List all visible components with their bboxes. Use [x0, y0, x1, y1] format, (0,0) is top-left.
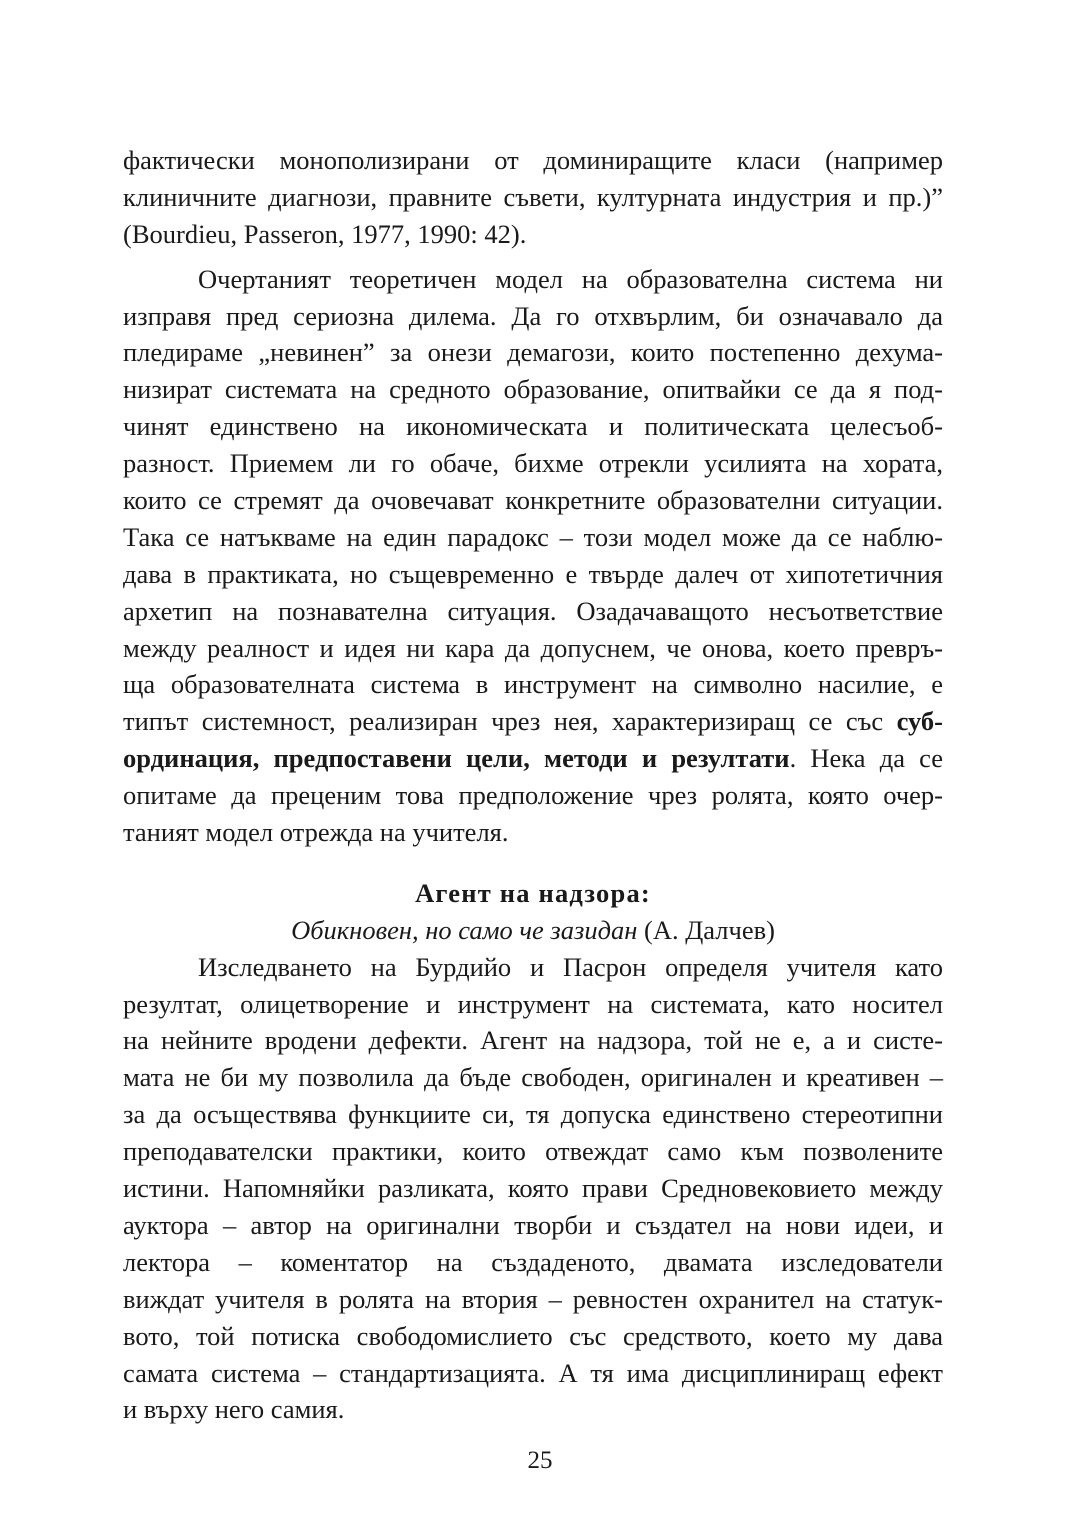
text-line: разност. Приемем ли го обаче, бихме отрекли усилията на хората,	[123, 448, 943, 479]
text-line: Така се натъкваме на един парадокс – този модел може да се наблю-	[123, 521, 943, 552]
text-bold: ординация, предпоставени цели, методи и резултати	[123, 743, 790, 774]
text-line: мата не би му позволила да бъде свободен, оригинален и креативен –	[123, 1062, 943, 1093]
text-line: Очертаният теоретичен модел на образователна система ни	[198, 263, 943, 294]
text-line: пледираме „невинен” за онези демагози, които постепенно дехума-	[123, 337, 943, 368]
text-line: Изследването на Бурдийо и Пасрон определя учителя като	[198, 951, 943, 982]
text-line: дава в практиката, но същевременно е твърде далеч от хипотетичния	[123, 558, 943, 589]
page-body	[123, 142, 943, 1428]
paragraph-continuation	[123, 142, 943, 253]
text-line: между реалност и идея ни кара да допуснем, че онова, което превръ-	[123, 632, 943, 663]
text-line: вото, той потиска свободомислието със средството, което му дава	[123, 1320, 943, 1351]
text-line	[123, 740, 943, 777]
text-line: на нейните вродени дефекти. Агент на надзора, той не е, а и систе-	[123, 1025, 943, 1056]
epigraph-quote: Обикновен, но само че зазидан	[291, 914, 638, 945]
text-line: преподавателски практики, които отвеждат само към позволените	[123, 1136, 943, 1167]
text-line: виждат учителя в ролята на втория – ревностен охранител на статук-	[123, 1283, 943, 1314]
text-line: клиничните диагнози, правните съвети, културната индустрия и пр.)”	[123, 181, 943, 212]
text-bold: суб-	[896, 706, 943, 737]
text-line: фактически монополизирани от доминиращите класи (например	[123, 145, 943, 175]
page-number: 25	[527, 1447, 553, 1474]
text-line: чинят единствено на икономическата и политическата целесъоб-	[123, 411, 943, 442]
text-line	[123, 703, 943, 740]
text-normal: типът системност, реализиран чрез нея, характеризиращ се със	[123, 706, 897, 737]
text-line: опитаме да преценим това предположение чрез ролята, която очер-	[123, 780, 943, 811]
text-line: таният модел отрежда на учителя.	[123, 817, 509, 848]
text-line: истини. Напомняйки разликата, която прави Средновековието между	[123, 1173, 943, 1204]
text-line: резултат, олицетворение и инструмент на системата, като носител	[123, 988, 943, 1019]
text-line: архетип на познавателна ситуация. Озадачаващото несъответствие	[123, 595, 943, 626]
text-line: ща образователната система в инструмент на символно насилие, е	[123, 669, 943, 700]
text-line: низират системата на средното образование, опитвайки се да я под-	[123, 374, 943, 405]
paragraph-dilemma	[123, 261, 943, 851]
section-heading: Агент на надзора:	[415, 877, 651, 908]
text-line: аукторa – автор на оригинални творби и създател на нови идеи, и	[123, 1209, 943, 1240]
paragraph-agent	[123, 949, 943, 1429]
section-epigraph	[123, 912, 943, 949]
text-line: самата система – стандартизацията. А тя има дисциплиниращ ефект	[123, 1357, 943, 1388]
text-line: и върху него самия.	[123, 1394, 345, 1425]
text-line: които се стремят да очовечават конкретните образователни ситуации.	[123, 485, 943, 516]
epigraph-author: (А. Далчев)	[637, 914, 775, 945]
text-line: изправя пред сериозна дилема. Да го отхвърлим, би означавало да	[123, 300, 943, 331]
text-line: (Bourdieu, Passeron, 1977, 1990: 42).	[123, 218, 527, 249]
text-line: за да осъществява функциите си, тя допуска единствено стереотипни	[123, 1099, 943, 1130]
text-normal: . Нека да се	[789, 743, 944, 774]
text-line: лектора – коментатор на създаденото, двамата изследователи	[123, 1246, 943, 1277]
